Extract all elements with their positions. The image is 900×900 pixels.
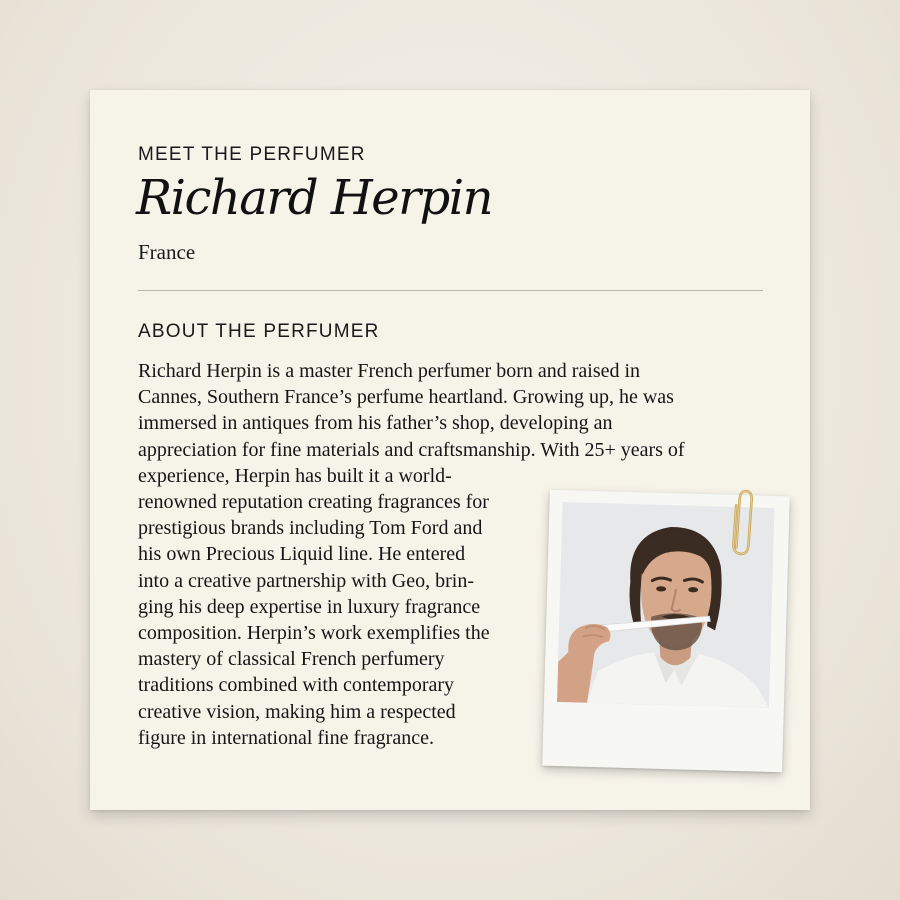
bio-line: Richard Herpin is a master French perfumer born and raised in xyxy=(138,360,641,382)
bio-line: appreciation for fine materials and craftsmanship. With 25+ years of xyxy=(138,438,685,461)
bio-line: composition. Herpin’s work exemplifies the xyxy=(138,622,490,645)
paperclip-icon xyxy=(728,487,759,559)
bio-line: ging his deep expertise in luxury fragrance xyxy=(138,595,481,618)
perfumer-country: France xyxy=(138,240,196,264)
bio-line: immersed in antiques from his father’s shop, developing an xyxy=(138,412,613,435)
bio-line: into a creative partnership with Geo, brin- xyxy=(138,569,474,592)
bio-line: Cannes, Southern France’s perfume heartland. Growing up, he was xyxy=(138,386,674,409)
about-heading: ABOUT THE PERFUMER xyxy=(138,321,380,342)
bio-line: traditions combined with contemporary xyxy=(138,674,455,697)
bio-line: experience, Herpin has built it a world- xyxy=(138,464,452,487)
bio-line: renowned reputation creating fragrances for xyxy=(138,491,489,514)
bio-line: mastery of classical French perfumery xyxy=(138,648,445,671)
bio-line: figure in international fine fragrance. xyxy=(138,726,434,749)
bio-line: his own Precious Liquid line. He entered xyxy=(138,543,466,566)
perfumer-name: Richard Herpin xyxy=(136,170,493,226)
bio-line: prestigious brands including Tom Ford and xyxy=(138,517,483,540)
divider xyxy=(138,290,763,291)
bio-line: creative vision, making him a respected xyxy=(138,700,456,723)
section-eyebrow: MEET THE PERFUMER xyxy=(138,144,366,165)
